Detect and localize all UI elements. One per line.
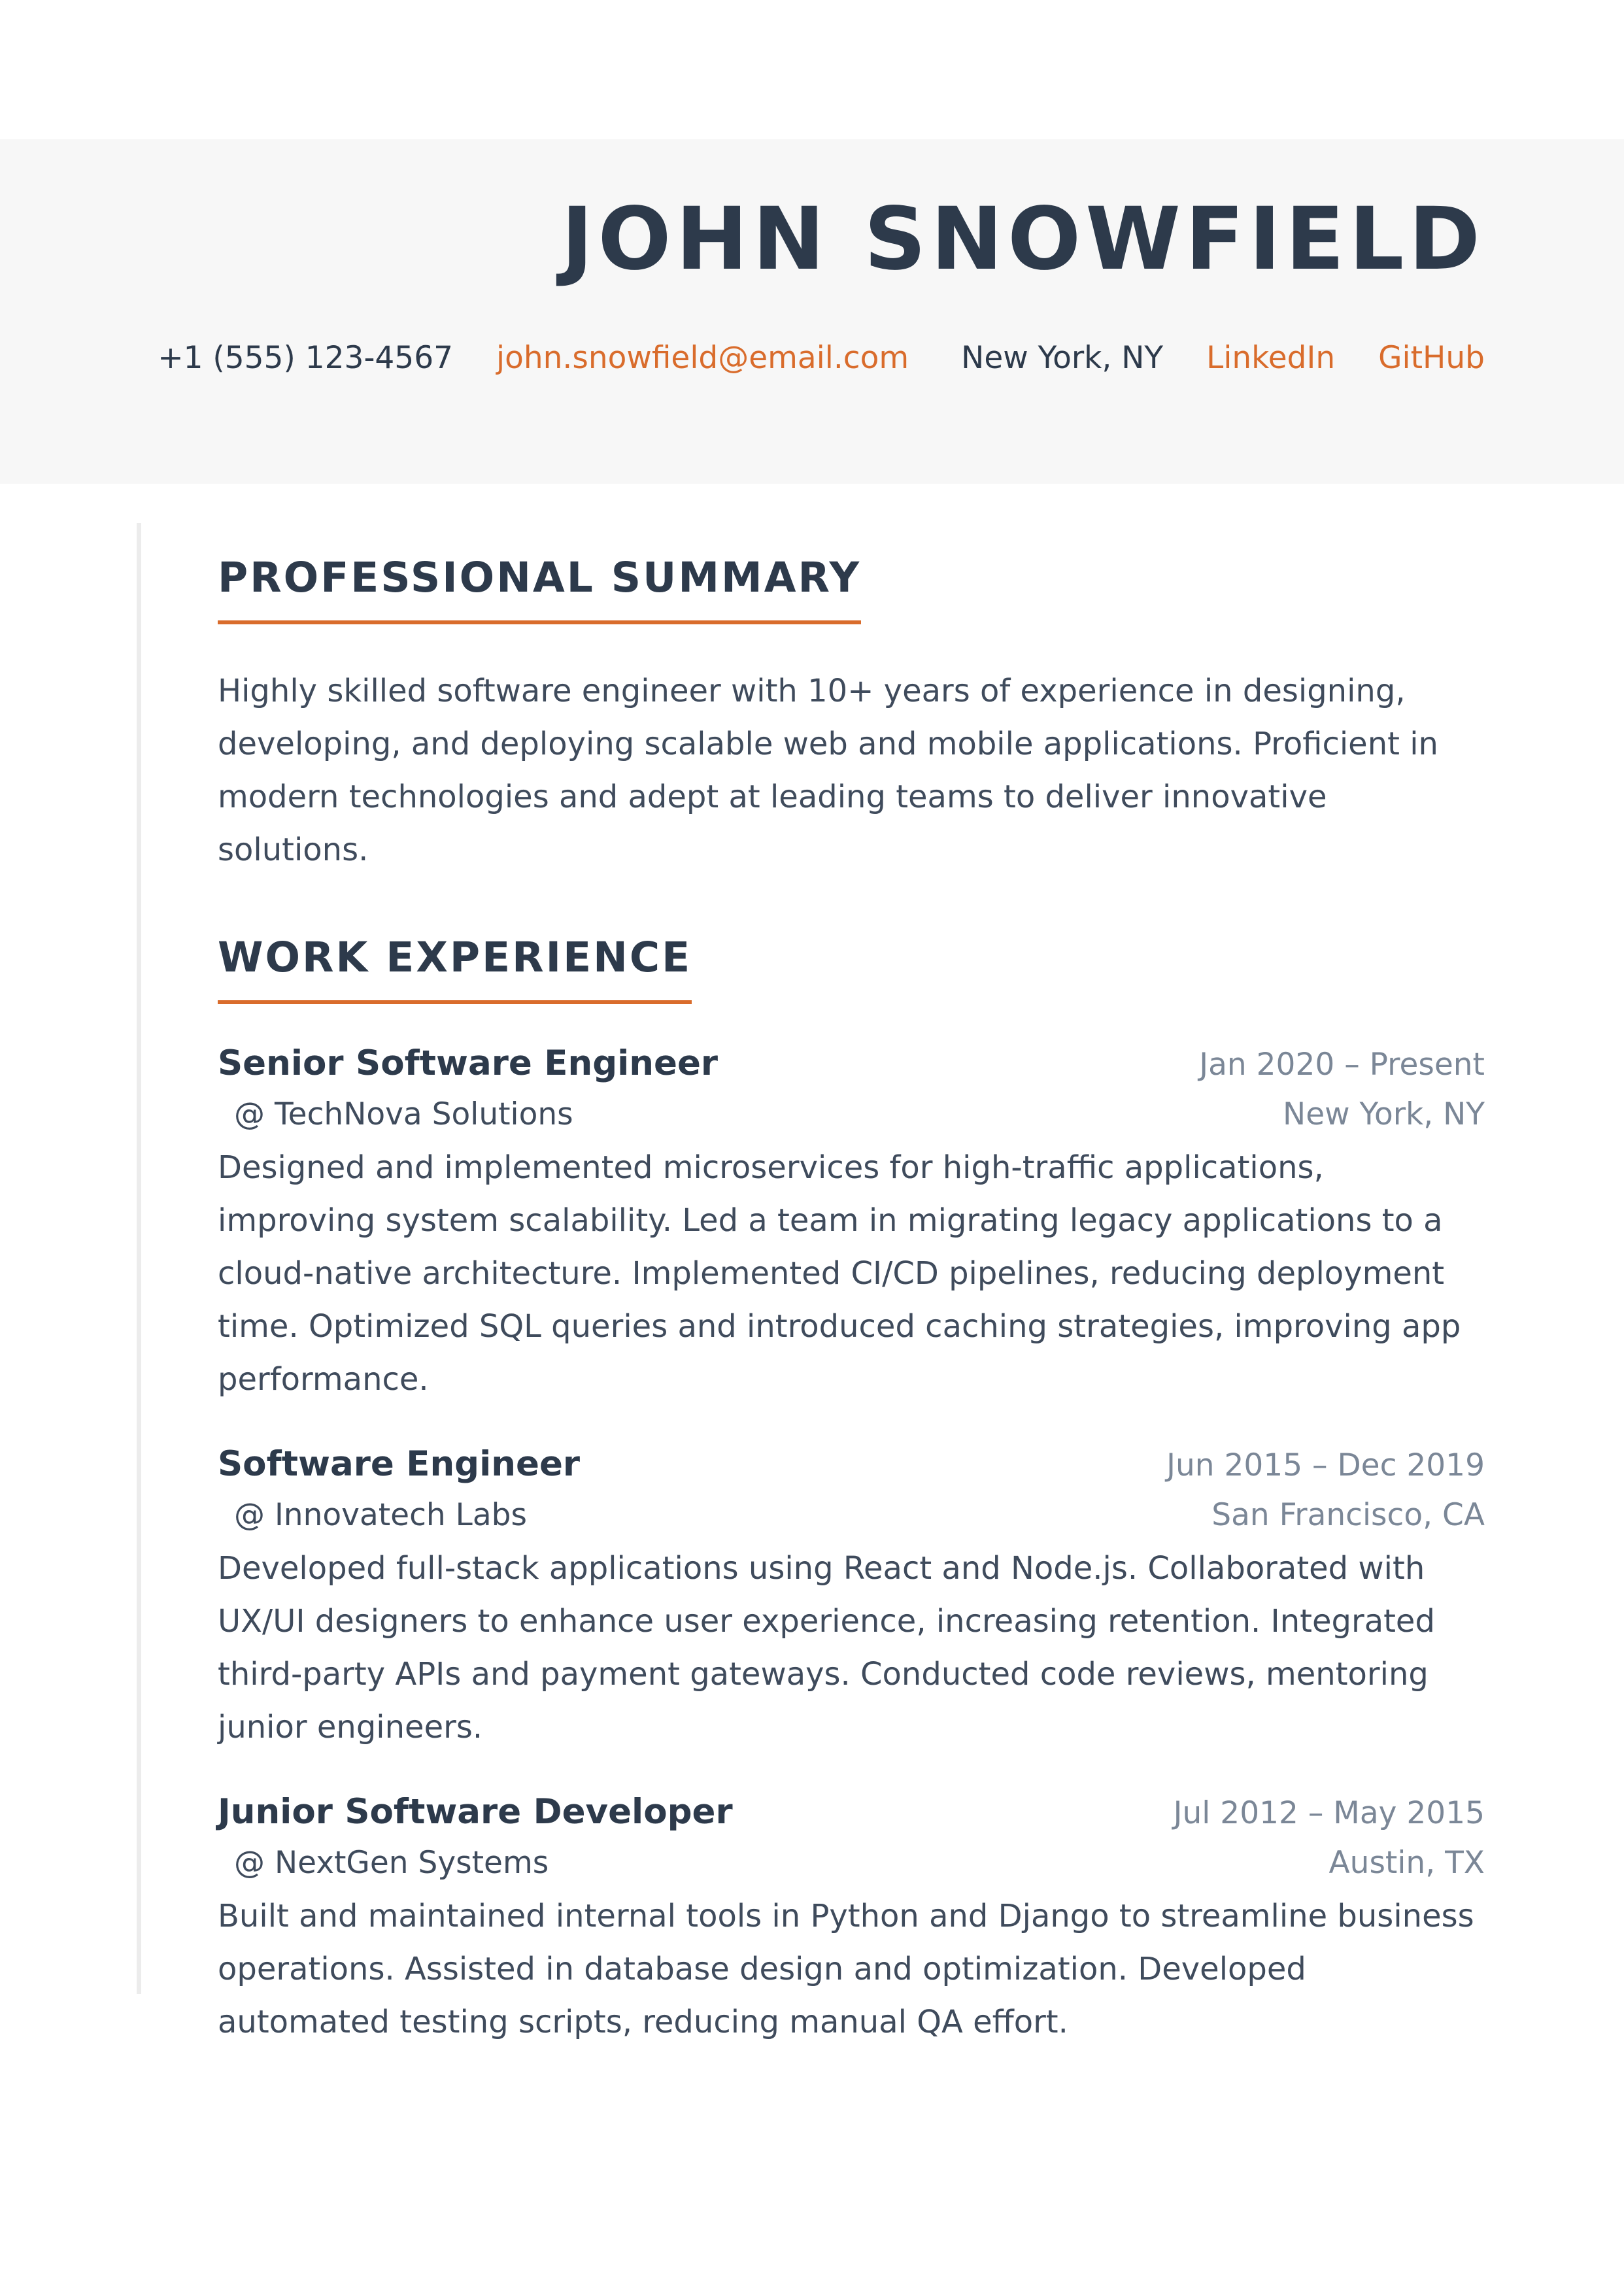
job-company: @ TechNova Solutions: [234, 1096, 573, 1132]
job-company: @ NextGen Systems: [234, 1845, 549, 1881]
work-heading: WORK EXPERIENCE: [218, 937, 692, 1004]
resume-body: [218, 554, 1485, 2049]
linkedin-link[interactable]: LinkedIn: [1206, 340, 1336, 376]
summary-text: Highly skilled software engineer with 10+ years of experience in designing, developing, and deploying scalable web and mobile applications. Proficient in modern technologies and adept at leading teams to deliver innovative solutions.: [218, 673, 1438, 868]
email-link[interactable]: john.snowfield@email.com: [496, 340, 909, 376]
job-location: Austin, TX: [1328, 1845, 1485, 1881]
location-text: New York, NY: [961, 340, 1164, 376]
job-dates: Jul 2012 – May 2015: [1173, 1795, 1485, 1831]
job-title: Senior Software Engineer: [218, 1043, 719, 1083]
phone-number: +1 (555) 123-4567: [158, 340, 454, 376]
job-dates: Jun 2015 – Dec 2019: [1166, 1447, 1485, 1483]
job-title: Junior Software Developer: [218, 1792, 733, 1832]
job-location: San Francisco, CA: [1211, 1497, 1485, 1533]
job-description: Designed and implemented microservices for high-traffic applications, improving system scalability. Led a team in migrating legacy applications to a cloud-native architecture. Implemented CI/CD pipelines, reducing deployment time. Optimized SQL queries and introduced caching strategies, improving app performance.: [218, 1149, 1461, 1398]
contact-bar: [158, 340, 1485, 376]
job-description: Developed full-stack applications using React and Node.js. Collaborated with UX/UI designers to enhance user experience, increasing retention. Integrated third-party APIs and payment gateways. Conducted code reviews, mentoring junior engineers.: [218, 1550, 1435, 1746]
job-title: Software Engineer: [218, 1444, 581, 1484]
side-divider: [137, 523, 141, 1994]
job-entry: [218, 1792, 1485, 2049]
candidate-name: JOHN SNOWFIELD: [561, 189, 1485, 290]
summary-heading: PROFESSIONAL SUMMARY: [218, 557, 861, 624]
job-company: @ Innovatech Labs: [234, 1497, 527, 1533]
job-description: Built and maintained internal tools in Python and Django to streamline business operations. Assisted in database design and optimization. Developed automated testing scripts, reducing manual QA effort.: [218, 1898, 1474, 2040]
job-dates: Jan 2020 – Present: [1199, 1047, 1485, 1083]
job-location: New York, NY: [1283, 1096, 1485, 1132]
job-entry: [218, 1444, 1485, 1754]
github-link[interactable]: GitHub: [1378, 340, 1485, 376]
job-entry: [218, 1043, 1485, 1406]
